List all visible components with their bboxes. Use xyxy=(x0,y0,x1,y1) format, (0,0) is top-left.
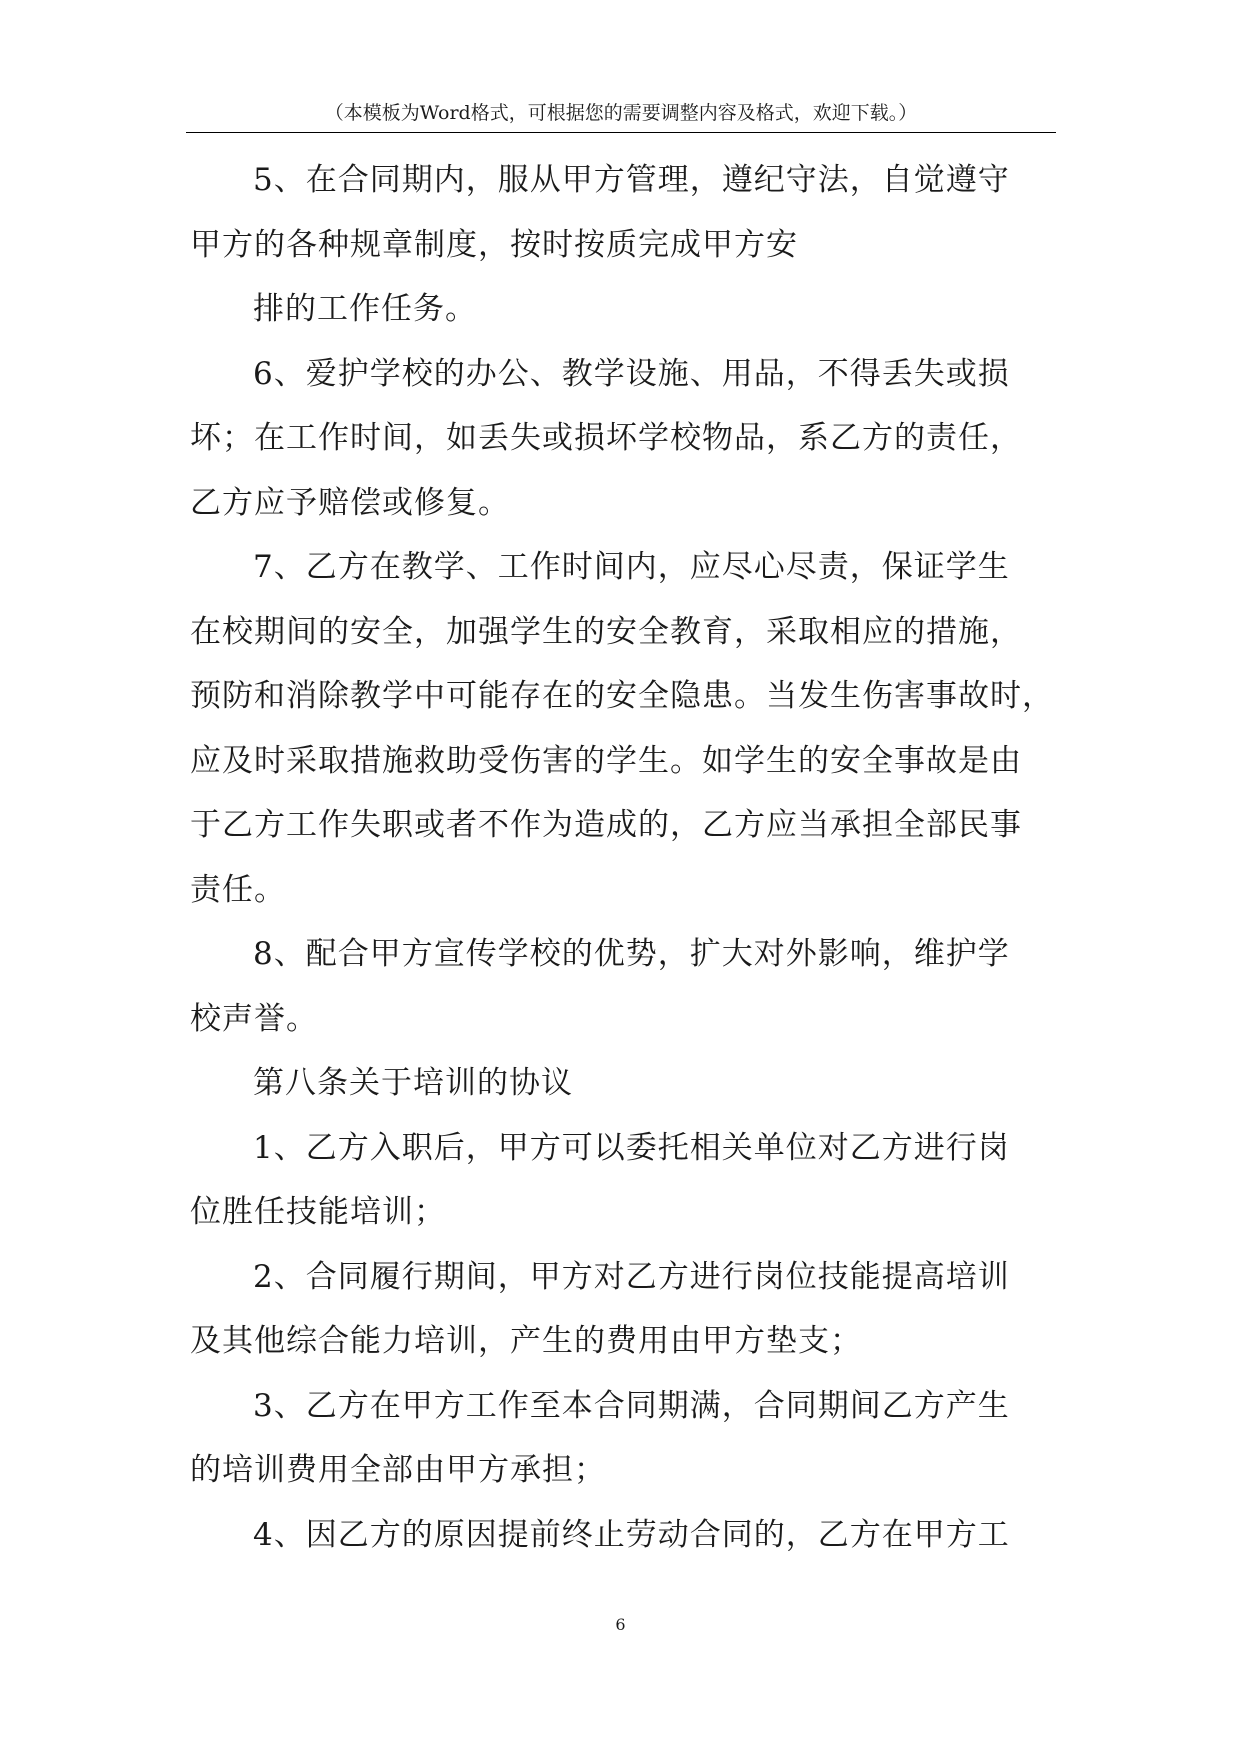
document-body xyxy=(190,160,1070,1579)
body-text-line: 及其他综合能力培训，产生的费用由甲方垫支； xyxy=(190,1323,862,1359)
body-text-line: 4、因乙方的原因提前终止劳动合同的，乙方在甲方工 xyxy=(253,1516,1010,1553)
body-text-line: 于乙方工作失职或者不作为造成的，乙方应当承担全部民事 xyxy=(190,807,1022,843)
body-text-line: 8、配合甲方宣传学校的优势，扩大对外影响，维护学 xyxy=(253,936,1010,972)
page-number: 6 xyxy=(615,1615,626,1634)
body-text-line: 责任。 xyxy=(190,871,286,908)
body-text-line: 5、在合同期内，服从甲方管理，遵纪守法，自觉遵守 xyxy=(253,162,1010,198)
body-text-line: 6、爱护学校的办公、教学设施、用品，不得丢失或损 xyxy=(253,355,1010,392)
body-text-line: 排的工作任务。 xyxy=(253,291,477,327)
body-text-line: 3、乙方在甲方工作至本合同期满，合同期间乙方产生 xyxy=(253,1387,1010,1424)
body-text-line: 应及时采取措施救助受伤害的学生。如学生的安全事故是由 xyxy=(190,742,1022,779)
template-header-note: （本模板为Word格式，可根据您的需要调整内容及格式，欢迎下载。） xyxy=(186,98,1056,133)
body-text-line: 7、乙方在教学、工作时间内，应尽心尽责，保证学生 xyxy=(253,549,1010,585)
body-text-line: 校声誉。 xyxy=(190,1000,318,1037)
body-text-line: 1、乙方入职后，甲方可以委托相关单位对乙方进行岗 xyxy=(253,1129,1010,1166)
body-text-line: 乙方应予赔偿或修复。 xyxy=(190,484,510,521)
body-text-line: 位胜任技能培训； xyxy=(190,1194,446,1230)
body-text-line: 预防和消除教学中可能存在的安全隐患。当发生伤害事故时， xyxy=(190,678,1054,714)
body-text-line: 第八条关于培训的协议 xyxy=(253,1065,573,1101)
body-text-line: 甲方的各种规章制度，按时按质完成甲方安 xyxy=(190,226,798,263)
body-text-line: 在校期间的安全，加强学生的安全教育，采取相应的措施， xyxy=(190,613,1022,650)
body-text-line: 坏；在工作时间，如丢失或损坏学校物品，系乙方的责任， xyxy=(190,420,1022,456)
body-text-line: 2、合同履行期间，甲方对乙方进行岗位技能提高培训 xyxy=(253,1258,1010,1295)
body-text-line: 的培训费用全部由甲方承担； xyxy=(190,1452,606,1488)
